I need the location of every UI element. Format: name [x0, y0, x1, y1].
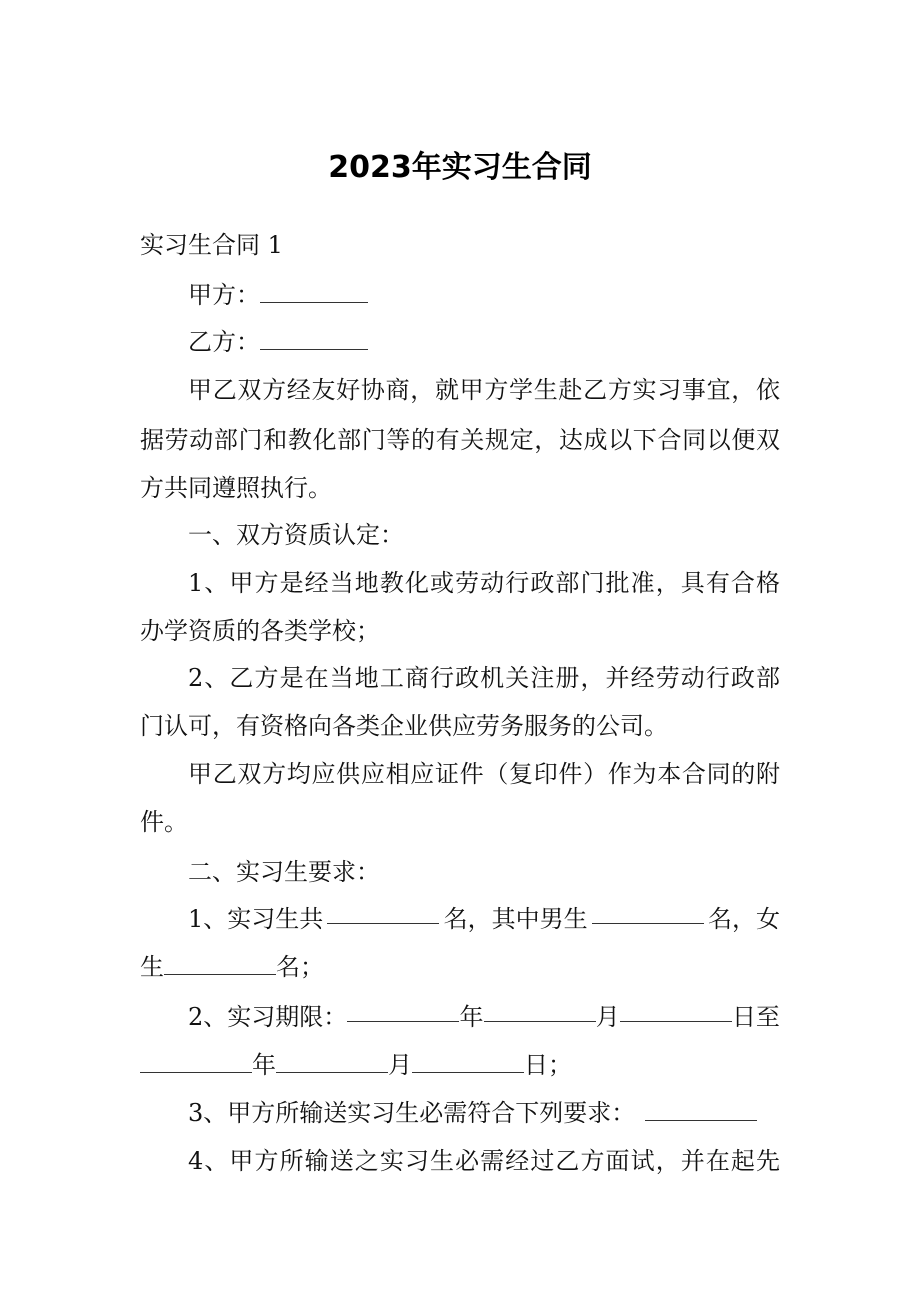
item2-2-line-2 [140, 1049, 780, 1081]
start-day-blank[interactable] [620, 1001, 732, 1022]
start-day-unit: 日至 [731, 1003, 780, 1031]
item2-1-line2-suffix: 名； [276, 953, 324, 981]
item2-3-line [188, 1097, 828, 1129]
start-month-unit: 月 [595, 1003, 620, 1031]
period-label: 2、实习期限： [188, 1003, 348, 1031]
item2-1-prefix: 1、实习生共 [188, 905, 324, 933]
party-b-line [188, 326, 828, 358]
end-year-blank[interactable] [140, 1052, 252, 1073]
party-b-label: 乙方： [188, 328, 260, 356]
item2-4-text: 4、甲方所输送之实习生必需经过乙方面试，并在起先 [188, 1147, 780, 1175]
item2-3-text: 3、甲方所输送实习生必需符合下列要求： [188, 1099, 636, 1127]
party-a-label: 甲方： [188, 281, 260, 309]
item2-1-line-1 [188, 903, 780, 935]
intro-line-2 [140, 424, 780, 456]
requirements-blank[interactable] [645, 1100, 757, 1121]
end-month-unit: 月 [388, 1051, 412, 1079]
end-month-blank[interactable] [276, 1052, 388, 1073]
intro-text-2: 据劳动部门和教化部门等的有关规定，达成以下合同以便双 [140, 426, 780, 454]
item1-1-line-1 [188, 567, 780, 599]
section2-heading: 二、实习生要求： [188, 858, 380, 886]
end-day-unit: 日； [524, 1051, 572, 1079]
end-year-unit: 年 [252, 1051, 276, 1079]
item2-2-line-1 [188, 1001, 780, 1033]
item1-2-line-1 [188, 662, 780, 694]
attachment-line-1 [188, 758, 780, 790]
item2-4-line [188, 1145, 780, 1177]
intro-line-3: 方共同遵照执行。 [140, 474, 332, 502]
party-b-blank[interactable] [260, 329, 368, 350]
item2-1-line2-prefix: 生 [140, 953, 164, 981]
section1-heading: 一、双方资质认定： [188, 521, 404, 549]
total-interns-blank[interactable] [327, 903, 439, 924]
document-title: 2023年实习生合同 [328, 150, 592, 185]
start-year-blank[interactable] [347, 1001, 459, 1022]
party-a-line [188, 279, 828, 311]
section-heading: 实习生合同 1 [140, 231, 283, 259]
item1-2-text-1: 2、乙方是在当地工商行政机关注册，并经劳动行政部 [188, 664, 780, 692]
party-a-blank[interactable] [260, 282, 368, 303]
intro-text-1: 甲乙双方经友好协商，就甲方学生赴乙方实习事宜，依 [188, 376, 780, 404]
item1-1-line-2: 办学资质的各类学校； [140, 617, 380, 645]
start-month-blank[interactable] [484, 1001, 596, 1022]
end-day-blank[interactable] [412, 1052, 524, 1073]
start-year-unit: 年 [459, 1003, 484, 1031]
item2-1-unit2: 名，女 [707, 905, 780, 933]
item2-1-unit1: 名，其中男生 [443, 905, 588, 933]
intro-line-1 [188, 374, 780, 406]
attachment-text-1: 甲乙双方均应供应相应证件（复印件）作为本合同的附 [188, 760, 780, 788]
female-interns-blank[interactable] [164, 954, 276, 975]
item1-2-line-2: 门认可，有资格向各类企业供应劳务服务的公司。 [140, 712, 668, 740]
male-interns-blank[interactable] [592, 903, 704, 924]
item2-1-line-2 [140, 951, 780, 983]
item1-1-text-1: 1、甲方是经当地教化或劳动行政部门批准，具有合格 [188, 569, 780, 597]
attachment-line-2: 件。 [140, 808, 188, 836]
